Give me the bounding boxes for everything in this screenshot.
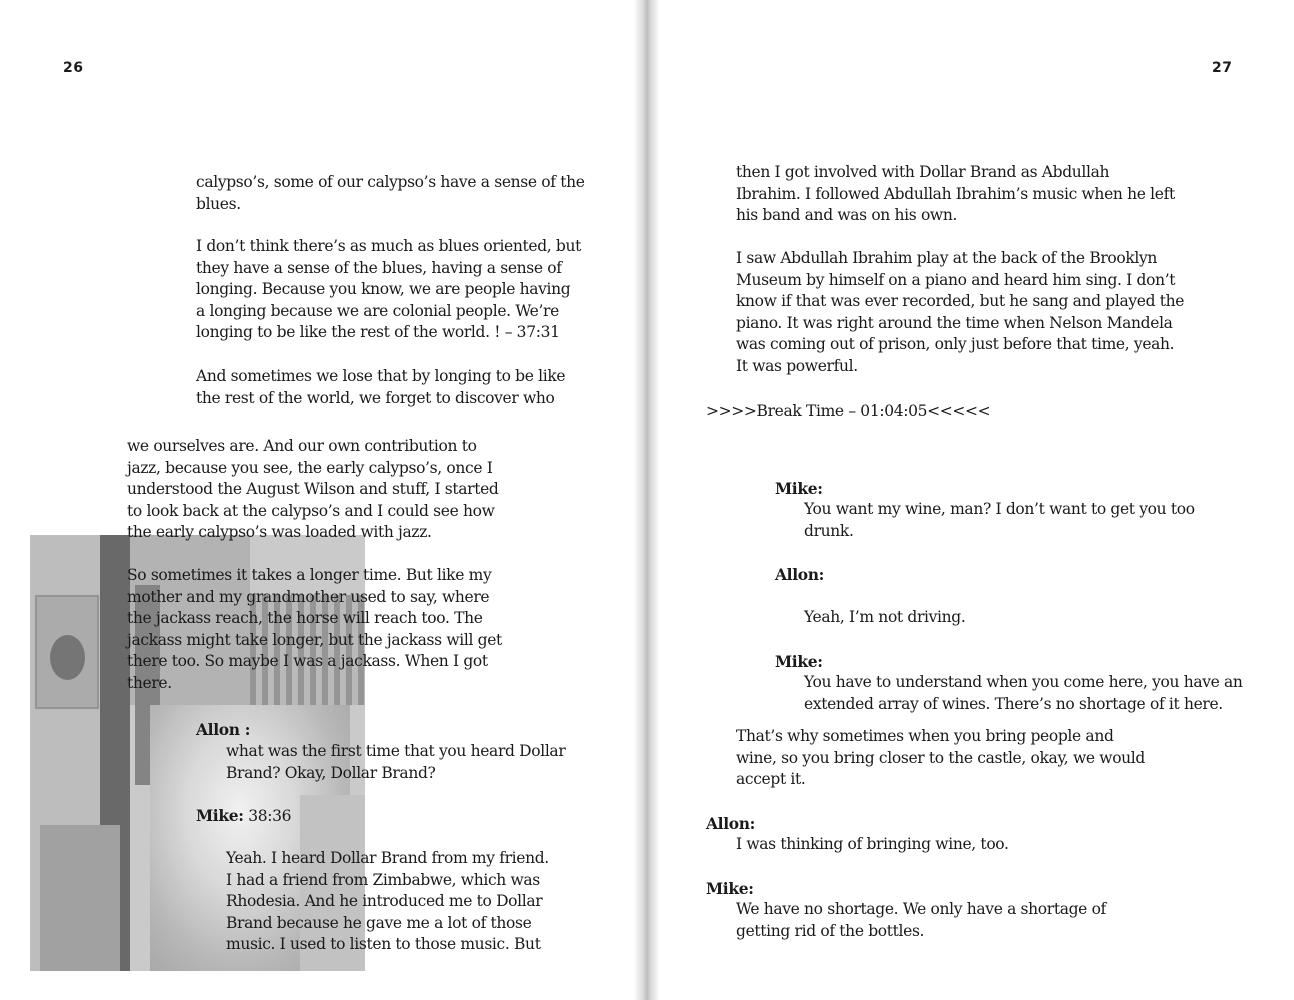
speaker-label: Mike:	[196, 806, 244, 825]
left-page	[0, 0, 642, 1000]
speech-text: Yeah. I heard Dollar Brand from my friend. I had a friend from Zimbabwe, which was Rhodesia. And he introduced me to Dollar Brand because he gave me a lot of those music. I used to listen to those music. But	[226, 849, 549, 953]
break-marker: >>>>Break Time – 01:04:05<<<<<	[706, 402, 991, 420]
paragraph: That’s why sometimes when you bring people and wine, so you bring closer to the castle, okay, we would accept it.	[736, 727, 1145, 788]
paragraph: So sometimes it takes a longer time. But like my mother and my grandmother used to say, where the jackass reach, the horse will reach too. The jackass might take longer, but the jackass will get there too. So maybe I was a jackass. When I got there.	[127, 566, 502, 692]
paragraph: then I got involved with Dollar Brand as Abdullah Ibrahim. I followed Abdullah Ibrahim’s music when he left his band and was on his own.	[736, 163, 1175, 224]
paragraph: I saw Abdullah Ibrahim play at the back of the Brooklyn Museum by himself on a piano and heard him sing. I don’t know if that was ever recorded, but he sang and played the piano. It was right around the time when Nelson Mandela was coming out of prison, only just before that time, yeah. It was powerful.	[736, 249, 1185, 375]
timestamp: 38:36	[243, 807, 292, 825]
page-number-left: 26	[63, 60, 84, 76]
speech-text: You have to understand when you come here, you have an extended array of wines. There’s no shortage of it here.	[804, 673, 1243, 713]
paragraph: calypso’s, some of our calypso’s have a sense of the blues.	[196, 173, 585, 213]
speaker-line	[196, 805, 291, 828]
paragraph: I don’t think there’s as much as blues oriented, but they have a sense of the blues, having a sense of longing. Because you know, we are people having a longing because we are colonial people. We’re longing to be like the rest of the world. ! – 37:31	[196, 237, 582, 341]
speaker-label: Allon:	[775, 565, 825, 584]
speaker-label: Allon :	[196, 720, 251, 739]
speech-text: Yeah, I’m not driving.	[804, 608, 966, 626]
speaker-label: Mike:	[775, 652, 823, 671]
paragraph: And sometimes we lose that by longing to be like the rest of the world, we forget to discover who	[196, 367, 566, 407]
speech-text: You want my wine, man? I don’t want to get you too drunk.	[804, 500, 1195, 540]
page-number-right: 27	[1212, 60, 1233, 76]
right-page	[652, 0, 1294, 1000]
speaker-label: Allon:	[706, 814, 756, 833]
speech-text: We have no shortage. We only have a shortage of getting rid of the bottles.	[736, 900, 1106, 940]
book-spine-gutter	[634, 0, 660, 1000]
speaker-label: Mike:	[775, 479, 823, 498]
speaker-label: Mike:	[706, 879, 754, 898]
paragraph: we ourselves are. And our own contribution to jazz, because you see, the early calypso’s, once I understood the August Wilson and stuff, I started to look back at the calypso’s and I could see how the early calypso’s was loaded with jazz.	[127, 437, 499, 541]
speech-text: I was thinking of bringing wine, too.	[736, 835, 1009, 853]
speech-text: what was the first time that you heard Dollar Brand? Okay, Dollar Brand?	[226, 742, 566, 782]
